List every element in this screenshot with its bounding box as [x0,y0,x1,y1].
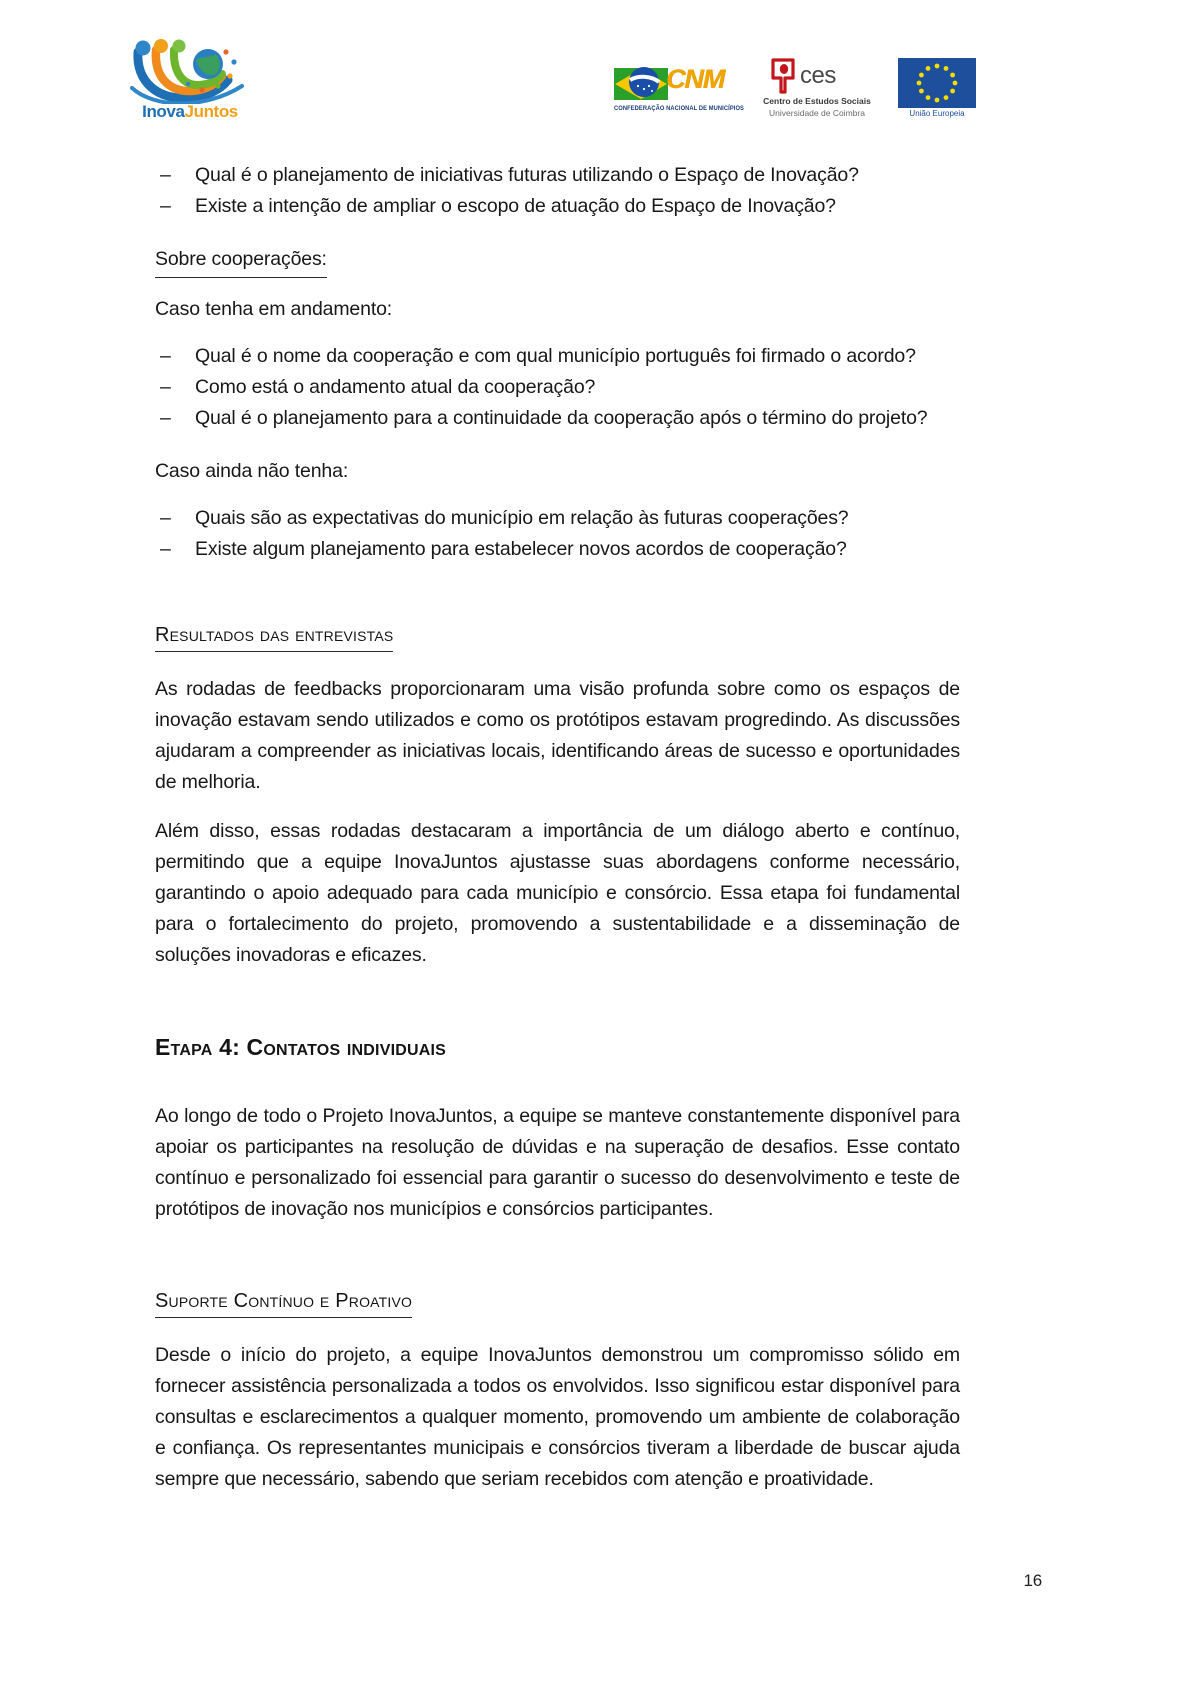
dash-marker: – [160,376,171,398]
question-text: Existe algum planejamento para estabelecer novos acordos de cooperação? [195,538,847,560]
list-item [155,403,960,434]
spacer [155,565,960,621]
spacer [155,491,960,503]
list-item [155,503,960,534]
dash-marker: – [160,164,171,186]
eu-caption: União Europeia [909,109,965,118]
ces-wordmark: ces [800,62,836,89]
cooperacoes-heading [155,244,960,278]
spacer [155,804,960,816]
dash-marker: – [160,507,171,529]
list-item [155,191,960,222]
section-heading-resultados-text: Resultados das entrevistas [155,621,393,652]
spacer [155,652,960,674]
question-text: Qual é o nome da cooperação e com qual município português foi firmado o acordo? [195,345,916,367]
question-text: Como está o andamento atual da cooperação? [195,376,596,398]
spacer [155,329,960,341]
caso-nao-tenha-questions-list [155,503,960,565]
top-questions-list [155,160,960,222]
spacer [155,977,960,1033]
question-text: Qual é o planejamento de iniciativas futuras utilizando o Espaço de Inovação? [195,164,859,186]
dash-marker: – [160,345,171,367]
spacer [155,434,960,456]
section-heading-suporte-text: Suporte Contínuo e Proativo [155,1287,412,1318]
dash-marker: – [160,195,171,217]
page-number: 16 [1023,1571,1042,1590]
question-text: Quais são as expectativas do município em relação às futuras cooperações? [195,507,849,529]
cooperacoes-heading-text: Sobre cooperações: [155,244,327,278]
spacer [155,282,960,294]
inovajuntos-logo [130,38,250,136]
resultados-paragraph-2: Além disso, essas rodadas destacaram a importância de um diálogo aberto e contínuo, permitindo que a equipe InovaJuntos ajustasse suas abordagens conforme necessário, garantindo o apoio adequado para cada município e consórcio. Essa etapa foi fundamental para o fortalecimento do projeto, promovendo a sustentabilidade e a disseminação de soluções inovadoras e eficazes. [155,820,960,966]
ces-logo [758,56,876,124]
ces-subtitle-line2: Universidade de Coimbra [769,108,865,118]
document-body [155,160,960,1501]
cnm-logo [614,62,744,124]
cnm-subtitle: CONFEDERAÇÃO NACIONAL DE MUNICÍPIOS [614,106,744,112]
question-text: Qual é o planejamento para a continuidade da cooperação após o término do projeto? [195,407,928,429]
caso-andamento-questions-list [155,341,960,434]
cnm-wordmark: CNM [666,64,724,94]
caso-andamento-label: Caso tenha em andamento: [155,298,393,320]
dash-marker: – [160,407,171,429]
spacer [155,1061,960,1101]
eu-flag-icon [898,58,976,108]
etapa4-paragraph-1: Ao longo de todo o Projeto InovaJuntos, a equipe se manteve constantemente disponível para apoiar os participantes na resolução de dúvidas e na superação de desafios. Esse contato contínuo e personalizado foi essencial para garantir o sucesso do desenvolvimento e teste de protótipos de inovação nos municípios e consórcios participantes. [155,1105,960,1220]
ces-mark-icon [768,56,798,94]
suporte-paragraph-1: Desde o início do projeto, a equipe InovaJuntos demonstrou um compromisso sólido em fornecer assistência personalizada a todos os envolvidos. Isso significou estar disponível para consultas e esclarecimentos a qualquer momento, promovendo um ambiente de colaboração e confiança. Os representantes municipais e consórcios tiveram a liberdade de buscar ajuda sempre que necessário, sabendo que seriam recebidos com atenção e proatividade. [155,1344,960,1490]
list-item [155,160,960,191]
ces-subtitle-line1: Centro de Estudos Sociais [763,96,871,106]
inovajuntos-mark-icon [130,38,250,104]
inova-word: Inova [142,102,185,121]
caso-nao-tenha-label: Caso ainda não tenha: [155,460,349,482]
resultados-paragraph-1: As rodadas de feedbacks proporcionaram uma visão profunda sobre como os espaços de inovação estavam sendo utilizados e como os protótipos estavam progredindo. As discussões ajudaram a compreender as iniciativas locais, identificando áreas de sucesso e oportunidades de melhoria. [155,678,960,793]
question-text: Existe a intenção de ampliar o escopo de atuação do Espaço de Inovação? [195,195,836,217]
spacer [155,1231,960,1287]
section-heading-etapa4: Etapa 4: Contatos individuais [155,1034,447,1060]
inovajuntos-wordmark [130,102,250,122]
european-union-logo [898,58,980,124]
dash-marker: – [160,538,171,560]
brazil-flag-icon [614,64,670,104]
eu-stars-icon [898,58,976,108]
list-item [155,341,960,372]
juntos-word: Juntos [184,102,238,121]
section-heading-resultados [155,621,960,652]
section-heading-suporte [155,1287,960,1318]
spacer [155,1318,960,1340]
spacer [155,222,960,244]
list-item [155,372,960,403]
page-header [0,0,1190,152]
list-item [155,534,960,565]
